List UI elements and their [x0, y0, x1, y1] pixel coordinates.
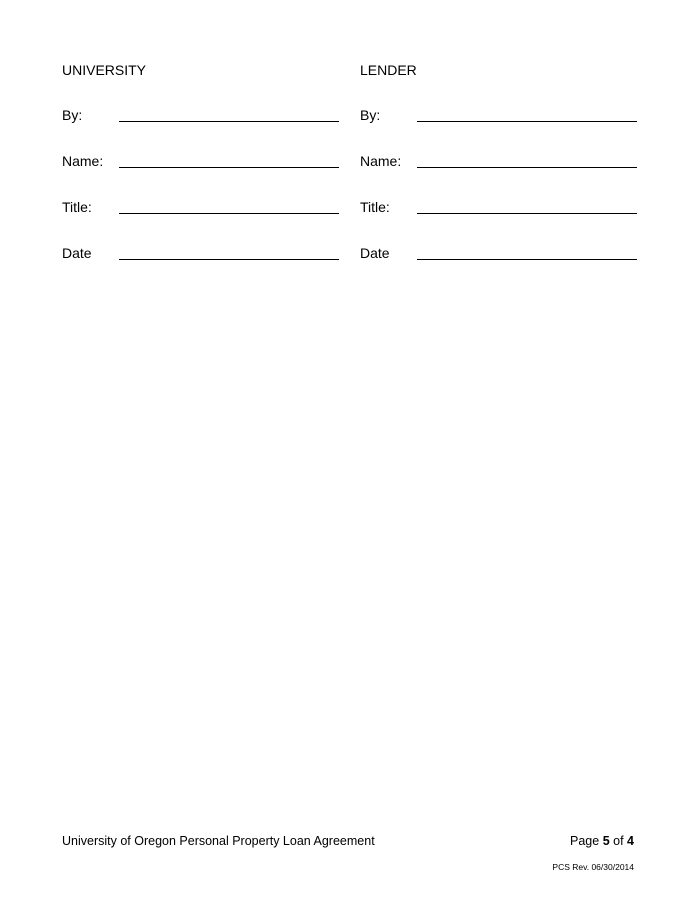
- university-title-label: Title:: [62, 199, 92, 215]
- university-by-row: [62, 78, 352, 124]
- university-name-line[interactable]: [119, 167, 339, 168]
- university-signature-block: [62, 62, 352, 262]
- footer-revision: PCS Rev. 06/30/2014: [552, 862, 634, 872]
- lender-title-line[interactable]: [417, 213, 637, 214]
- university-title-line[interactable]: [119, 213, 339, 214]
- page-current: 5: [602, 834, 610, 848]
- lender-title-label: Title:: [360, 199, 390, 215]
- university-title-row: [62, 170, 352, 216]
- lender-name-label: Name:: [360, 153, 402, 169]
- lender-name-line[interactable]: [417, 167, 637, 168]
- page-prefix: Page: [570, 834, 600, 848]
- university-heading: UNIVERSITY: [62, 62, 147, 78]
- page-total: 4: [627, 834, 634, 848]
- university-date-line[interactable]: [119, 259, 339, 260]
- lender-date-label: Date: [360, 245, 390, 261]
- lender-heading: LENDER: [360, 62, 417, 78]
- lender-by-row: [360, 78, 650, 124]
- page-of: of: [613, 834, 624, 848]
- university-date-label: Date: [62, 245, 92, 261]
- lender-signature-block: [360, 62, 650, 262]
- lender-by-label: By:: [360, 107, 381, 123]
- footer-document-title: University of Oregon Personal Property Loan Agreement: [62, 834, 375, 848]
- university-name-row: [62, 124, 352, 170]
- university-name-label: Name:: [62, 153, 104, 169]
- lender-date-row: [360, 216, 650, 262]
- university-date-row: [62, 216, 352, 262]
- footer-page-number: [570, 834, 634, 849]
- lender-date-line[interactable]: [417, 259, 637, 260]
- lender-title-row: [360, 170, 650, 216]
- university-by-line[interactable]: [119, 121, 339, 122]
- university-by-label: By:: [62, 107, 83, 123]
- lender-by-line[interactable]: [417, 121, 637, 122]
- lender-name-row: [360, 124, 650, 170]
